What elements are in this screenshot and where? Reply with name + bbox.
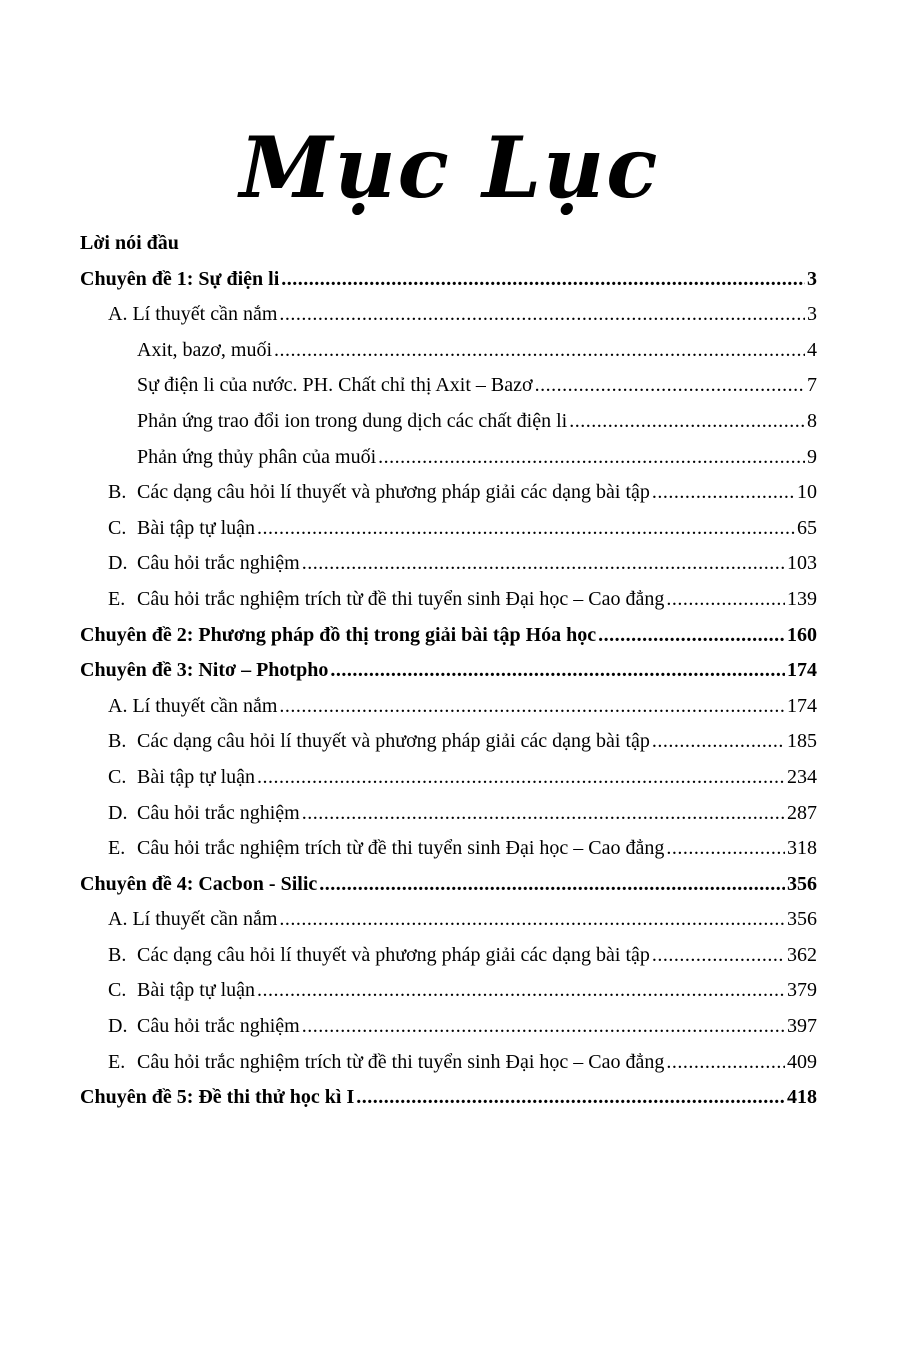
toc-section-letter: E. [108,837,126,860]
toc-page-number: 9 [807,445,817,468]
dot-leader [652,938,785,974]
dot-leader [666,582,785,618]
toc-entry-label: Lí thuyết cần nắm [132,303,278,326]
dot-leader [356,1080,785,1116]
toc-section-letter: C. [108,979,127,1002]
toc-chapter-2[interactable] [80,618,817,654]
toc-entry-label: Sự điện li của nước. PH. Chất chỉ thị Axit – Bazơ [137,374,533,397]
toc-entry-label: Bài tập tự luận [137,765,256,788]
toc-subsection-1a2[interactable] [80,368,817,404]
toc-section-letter: D. [108,1015,128,1038]
toc-page-number: 174 [787,659,817,682]
toc-entry-label: Chuyên đề 2: Phương pháp đồ thị trong giải bài tập Hóa học [80,623,597,646]
toc-entry-label: Chuyên đề 5: Đề thi thử học kì I [80,1086,355,1109]
toc-section-1b[interactable] [80,475,817,511]
page-title: Mục Lục [239,118,660,217]
toc-section-letter: A. [108,694,128,717]
toc-page-number: 318 [787,837,817,860]
toc-section-4e[interactable] [80,1045,817,1081]
dot-leader [279,297,805,333]
toc-intro[interactable] [80,226,817,262]
toc-page-number: 65 [797,516,817,539]
toc-entry-label: Chuyên đề 4: Cacbon - Silic [80,872,318,895]
toc-section-letter: D. [108,801,128,824]
toc-page-number: 397 [787,1015,817,1038]
toc-entry-label: Câu hỏi trắc nghiệm trích từ đề thi tuyển sinh Đại học – Cao đẳng [137,1050,665,1073]
toc-section-letter: A. [108,908,128,931]
toc-entry-label: Câu hỏi trắc nghiệm [137,552,300,575]
toc-section-letter: E. [108,587,126,610]
toc-page-number: 418 [787,1086,817,1109]
dot-leader [652,475,795,511]
toc-entry-label: Câu hỏi trắc nghiệm trích từ đề thi tuyển sinh Đại học – Cao đẳng [137,837,665,860]
toc-entry-label: Chuyên đề 3: Nitơ – Photpho [80,659,329,682]
dot-leader [319,867,785,903]
toc-page-number: 8 [807,409,817,432]
toc-entry-label: Câu hỏi trắc nghiệm trích từ đề thi tuyển sinh Đại học – Cao đẳng [137,587,665,610]
toc-chapter-5[interactable] [80,1080,817,1116]
toc-entry-label: Bài tập tự luận [137,516,256,539]
toc-page-number: 362 [787,943,817,966]
toc-section-3a[interactable] [80,689,817,725]
dot-leader [281,262,805,298]
toc-entry-label: Các dạng câu hỏi lí thuyết và phương pháp giải các dạng bài tập [137,943,650,966]
toc-entry-label: Axit, bazơ, muối [137,338,272,361]
toc-subsection-1a3[interactable] [80,404,817,440]
toc-entry-label: Lí thuyết cần nắm [132,908,278,931]
toc-entry-label: Phản ứng trao đổi ion trong dung dịch các chất điện li [137,409,568,432]
toc-section-letter: A. [108,303,128,326]
toc-section-4c[interactable] [80,973,817,1009]
toc-page-number: 3 [807,267,817,290]
toc-page-number: 139 [787,587,817,610]
toc-page-number: 4 [807,338,817,361]
toc-page-number: 185 [787,730,817,753]
toc-chapter-1[interactable] [80,262,817,298]
toc-section-4b[interactable] [80,938,817,974]
dot-leader [666,831,785,867]
toc-section-letter: E. [108,1050,126,1073]
toc-section-3c[interactable] [80,760,817,796]
toc-section-letter: B. [108,943,127,966]
toc-section-3d[interactable] [80,796,817,832]
toc-section-4d[interactable] [80,1009,817,1045]
toc-chapter-4[interactable] [80,867,817,903]
toc-page-number: 287 [787,801,817,824]
dot-leader [279,689,785,725]
dot-leader [535,368,805,404]
toc-section-letter: C. [108,765,127,788]
toc-chapter-3[interactable] [80,653,817,689]
toc-section-letter: C. [108,516,127,539]
toc-entry-label: Phản ứng thủy phân của muối [137,445,377,468]
toc-page-number: 3 [807,303,817,326]
dot-leader [257,973,785,1009]
toc-page-number: 10 [797,481,817,504]
dot-leader [257,511,795,547]
dot-leader [378,440,805,476]
dot-leader [652,724,785,760]
toc-section-letter: D. [108,552,128,575]
toc-page-number: 379 [787,979,817,1002]
toc-entry-label: Bài tập tự luận [137,979,256,1002]
toc-section-letter: B. [108,481,127,504]
toc-entry-label: Chuyên đề 1: Sự điện li [80,267,280,290]
dot-leader [302,546,785,582]
toc-entry-label: Lời nói đầu [80,232,179,254]
toc-section-4a[interactable] [80,902,817,938]
toc-entry-label: Lí thuyết cần nắm [132,694,278,717]
toc-section-3e[interactable] [80,831,817,867]
dot-leader [666,1045,785,1081]
toc-subsection-1a1[interactable] [80,333,817,369]
toc-section-1d[interactable] [80,546,817,582]
toc-page-number: 7 [807,374,817,397]
toc-section-1c[interactable] [80,511,817,547]
dot-leader [302,1009,785,1045]
toc-page-number: 234 [787,765,817,788]
toc-subsection-1a4[interactable] [80,440,817,476]
toc-page-number: 103 [787,552,817,575]
toc-section-1a[interactable] [80,297,817,333]
dot-leader [569,404,805,440]
toc-page-number: 409 [787,1050,817,1073]
toc-page-number: 174 [787,694,817,717]
toc-section-3b[interactable] [80,724,817,760]
toc-section-1e[interactable] [80,582,817,618]
toc-page-number: 160 [787,623,817,646]
dot-leader [302,796,785,832]
toc-entry-label: Các dạng câu hỏi lí thuyết và phương pháp giải các dạng bài tập [137,481,650,504]
toc-page-number: 356 [787,908,817,931]
dot-leader [330,653,785,689]
dot-leader [598,618,785,654]
toc-section-letter: B. [108,730,127,753]
dot-leader [274,333,805,369]
dot-leader [257,760,785,796]
toc-entry-label: Câu hỏi trắc nghiệm [137,1015,300,1038]
table-of-contents [80,226,817,1116]
toc-page-number: 356 [787,872,817,895]
dot-leader [279,902,785,938]
toc-entry-label: Các dạng câu hỏi lí thuyết và phương pháp giải các dạng bài tập [137,730,650,753]
toc-entry-label: Câu hỏi trắc nghiệm [137,801,300,824]
